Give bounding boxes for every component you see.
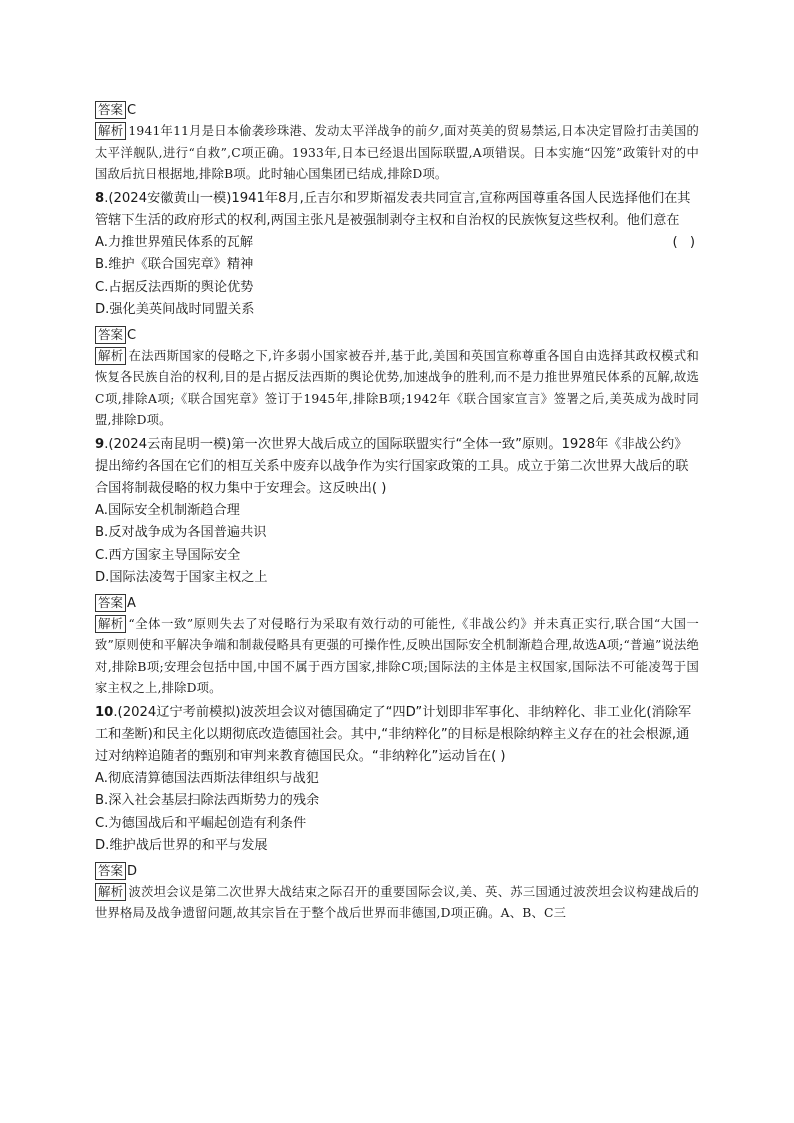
analysis-text: 波茨坦会议是第二次世界大战结束之际召开的重要国际会议,美、英、苏三国通过波茨坦会议构建战后的世界格局及战争遗留问题,故其宗旨在于整个战后世界而非德国,D项正确。A、B、C三 bbox=[95, 884, 699, 920]
analysis-tag: 解析 bbox=[95, 347, 126, 365]
question-9 bbox=[95, 434, 699, 500]
answer-value: C bbox=[127, 103, 137, 118]
question-10 bbox=[95, 702, 699, 768]
option-d: D.国际法凌驾于国家主权之上 bbox=[95, 570, 268, 585]
option-a: A.力推世界殖民体系的瓦解 bbox=[95, 234, 254, 250]
answer-tag: 答案 bbox=[95, 101, 126, 119]
analysis-tag: 解析 bbox=[95, 122, 126, 140]
option-b: B.深入社会基层扫除法西斯势力的残余 bbox=[95, 793, 320, 808]
answer-tag: 答案 bbox=[95, 594, 126, 612]
option-d: D.强化美英间战时同盟关系 bbox=[95, 302, 255, 317]
option-b: B.反对战争成为各国普遍共识 bbox=[95, 525, 267, 540]
answer-row bbox=[95, 101, 699, 121]
analysis-paragraph bbox=[95, 614, 699, 700]
answer-value: A bbox=[127, 595, 136, 611]
question-number: 9 bbox=[95, 436, 105, 452]
analysis-text: 1941年11月是日本偷袭珍珠港、发动太平洋战争的前夕,面对英美的贸易禁运,日本决定冒险打击美国的太平洋舰队,进行“自救”,C项正确。1933年,日本已经退出国际联盟,A项错误。日本实施“囚笼”政策针对的中国敌后抗日根据地,排除B项。此时轴心国集团已结成,排除D项。 bbox=[95, 124, 699, 181]
analysis-tag: 解析 bbox=[95, 883, 126, 901]
option-d: D.维护战后世界的和平与发展 bbox=[95, 838, 268, 853]
option-c: C.占据反法西斯的舆论优势 bbox=[95, 279, 254, 295]
analysis-text: 在法西斯国家的侵略之下,许多弱小国家被吞并,基于此,美国和英国宣称尊重各国自由选择其政权模式和恢复各民族自治的权利,目的是占据反法西斯的舆论优势,加速战争的胜利,而不是力推世界殖民体系的瓦解,故选C项,排除A项;《联合国宪章》签订于1945年,排除B项;1942年《联合国家宣言》签署之后,美英成为战时同盟,排除D项。 bbox=[95, 348, 699, 427]
question-stem: .(2024云南昆明一模)第一次世界大战后成立的国际联盟实行“全体一致”原则。1928年《非战公约》提出缔约各国在它们的相互关系中废弃以战争作为实行国家政策的工具。成立于第二次世界大战后的联合国将制裁侵略的权力集中于安理会。这反映出( ) bbox=[95, 436, 689, 496]
question-stem: .(2024辽宁考前模拟)波茨坦会议对德国确定了“四D”计划即非军事化、非纳粹化、非工业化(消除军工和垄断)和民主化以期彻底改造德国社会。其中,“非纳粹化”的目标是根除纳粹主义存在的社会根源,通过对纳粹追随者的甄别和审判来教育德国民众。“非纳粹化”运动旨在( ) bbox=[95, 704, 692, 764]
question-stem: .(2024安徽黄山一模)1941年8月,丘吉尔和罗斯福发表共同宣言,宣称两国尊重各国人民选择他们在其管辖下生活的政府形式的权利,两国主张凡是被强制剥夺主权和自治权的民族恢复这些权利。他们意在 bbox=[95, 190, 691, 228]
analysis-text: “全体一致”原则失去了对侵略行为采取有效行动的可能性,《非战公约》并未真正实行,联合国“大国一致”原则使和平解决争端和制裁侵略具有更强的可操作性,反映出国际安全机制渐趋合理,故选A项;“普遍”说法绝对,排除B项;安理会包括中国,中国不属于西方国家,排除C项;国际法的主体是主权国家,国际法不可能凌驾于国家主权之上,排除D项。 bbox=[95, 616, 699, 695]
answer-blank: ( ) bbox=[672, 234, 699, 250]
option-c: C.西方国家主导国际安全 bbox=[95, 547, 241, 563]
answer-value: C bbox=[127, 327, 137, 343]
question-number: 10 bbox=[95, 704, 114, 720]
option-a: A.国际安全机制渐趋合理 bbox=[95, 502, 240, 518]
analysis-tag: 解析 bbox=[95, 615, 126, 633]
answer-tag: 答案 bbox=[95, 326, 126, 344]
question-number: 8 bbox=[95, 190, 105, 206]
answer-tag: 答案 bbox=[95, 862, 126, 880]
answer-value: D bbox=[127, 863, 138, 879]
analysis-paragraph bbox=[95, 121, 699, 186]
answer-row bbox=[95, 594, 699, 614]
option-c: C.为德国战后和平崛起创造有利条件 bbox=[95, 815, 307, 831]
answer-row bbox=[95, 862, 699, 882]
analysis-paragraph bbox=[95, 346, 699, 432]
analysis-paragraph bbox=[95, 882, 699, 925]
option-a: A.彻底清算德国法西斯法律组织与战犯 bbox=[95, 770, 319, 786]
answer-row bbox=[95, 326, 699, 346]
option-b: B.维护《联合国宪章》精神 bbox=[95, 257, 254, 272]
